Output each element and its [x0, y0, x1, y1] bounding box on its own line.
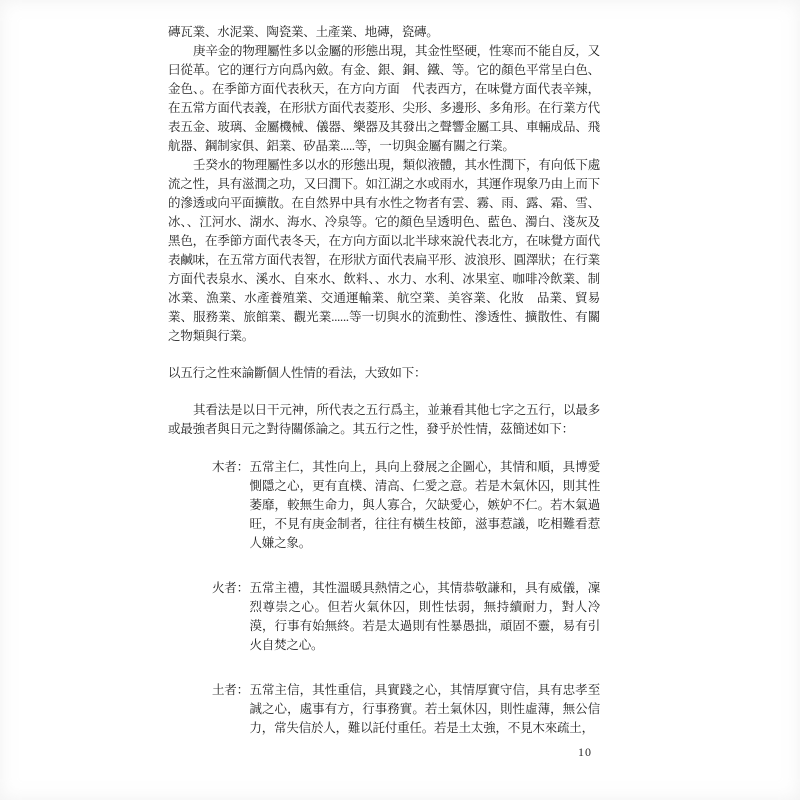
- element-text-wood: 五常主仁，其性向上，具向上發展之企圖心，其情和順，具博愛惻隱之心，更有直樸、清高、仁愛之意。若是木氣休囚，則其性萎靡，較無生命力，與人寡合，欠缺愛心，嫉妒不仁。若木氣過旺，不見有庚金制者，往往有橫生枝節，滋事惹議，吃相難看惹人嫌之象。: [249, 460, 600, 550]
- paragraph-personality-intro: 以五行之性來論斷個人性情的看法，大致如下：: [168, 366, 427, 380]
- element-block-fire: [212, 579, 600, 655]
- element-block-earth: [212, 681, 600, 738]
- paragraph-industries-continuation: 磚瓦業、水泥業、陶瓷業、土產業、地磚，瓷磚。: [168, 25, 439, 39]
- paragraph-method-description: 其看法是以日干元神，所代表之五行爲主，並兼看其他七字之五行，以最多或最強者與日元之對待關係論之。其五行之性，發乎於性情，茲簡述如下：: [168, 403, 600, 436]
- text-block: [168, 23, 600, 738]
- page-number: 10: [578, 745, 592, 759]
- element-label-wood: 木者：: [212, 460, 249, 474]
- paragraph-metal-element: 庚辛金的物理屬性多以金屬的形態出現，其金性堅硬，性寒而不能自反，又曰從革。它的運行方向爲內斂。有金、銀、銅、鐵、等。它的顏色平常呈白色、金色、。在季節方面代表秋天，在方向方面 代表西方，在味覺方面代表辛辣，在五常方面代表義，在形狀方面代表菱形、尖形、多邊形、多角形。在行業方代表五金、玻璃、金屬機械、儀器、樂器及其發出之聲響金屬工具、車輛成品、飛航器、鋼制家俱、鋁業、矽晶業.....等，一切與金屬有關之行業。: [168, 44, 600, 153]
- element-block-wood: [212, 458, 600, 553]
- element-label-earth: 土者：: [212, 683, 249, 697]
- element-label-fire: 火者：: [212, 581, 249, 595]
- element-text-fire: 五常主禮，其性溫暖具熱情之心，其情恭敬謙和，具有威儀，凜烈尊崇之心。但若火氣休囚，則性怯弱，無持續耐力，對人冷漠，行事有始無終。若是太過則有性暴愚拙，頑固不靈，易有引火自焚之心。: [249, 581, 600, 652]
- paragraph-water-element: 壬癸水的物理屬性多以水的形態出現，類似液體，其水性潤下，有向低下處流之性，具有滋潤之功，又曰潤下。如江湖之水或雨水，其運作現象乃由上而下的滲透或向平面擴散。在自然界中具有水性之物者有雲、霧、雨、露、霜、雪、冰、、江河水、湖水、海水、冷泉等。它的顏色呈透明色、藍色、濁白、淺灰及黑色，在季節方面代表冬天，在方向方面以北半球來說代表北方，在味覺方面代表鹹味，在五常方面代表智，在形狀方面代表扁平形、波浪形、圓澤狀；在行業方面代表泉水、溪水、自來水、飲料、、水力、水利、冰果室、咖啡冷飲業、制冰業、漁業、水產養殖業、交通運輸業、航空業、美容業、化妝 品業、貿易業、服務業、旅館業、觀光業......等一切與水的流動性、滲透性、擴散性、有關之物類與行業。: [168, 158, 600, 343]
- element-text-earth: 五常主信，其性重信，具實踐之心，其情厚實守信，具有忠孝至誠之心，處事有方，行事務實。若土氣休囚，則性虛薄，無公信力，常失信於人，難以託付重任。若是土太強，不見木來疏土，: [249, 683, 600, 735]
